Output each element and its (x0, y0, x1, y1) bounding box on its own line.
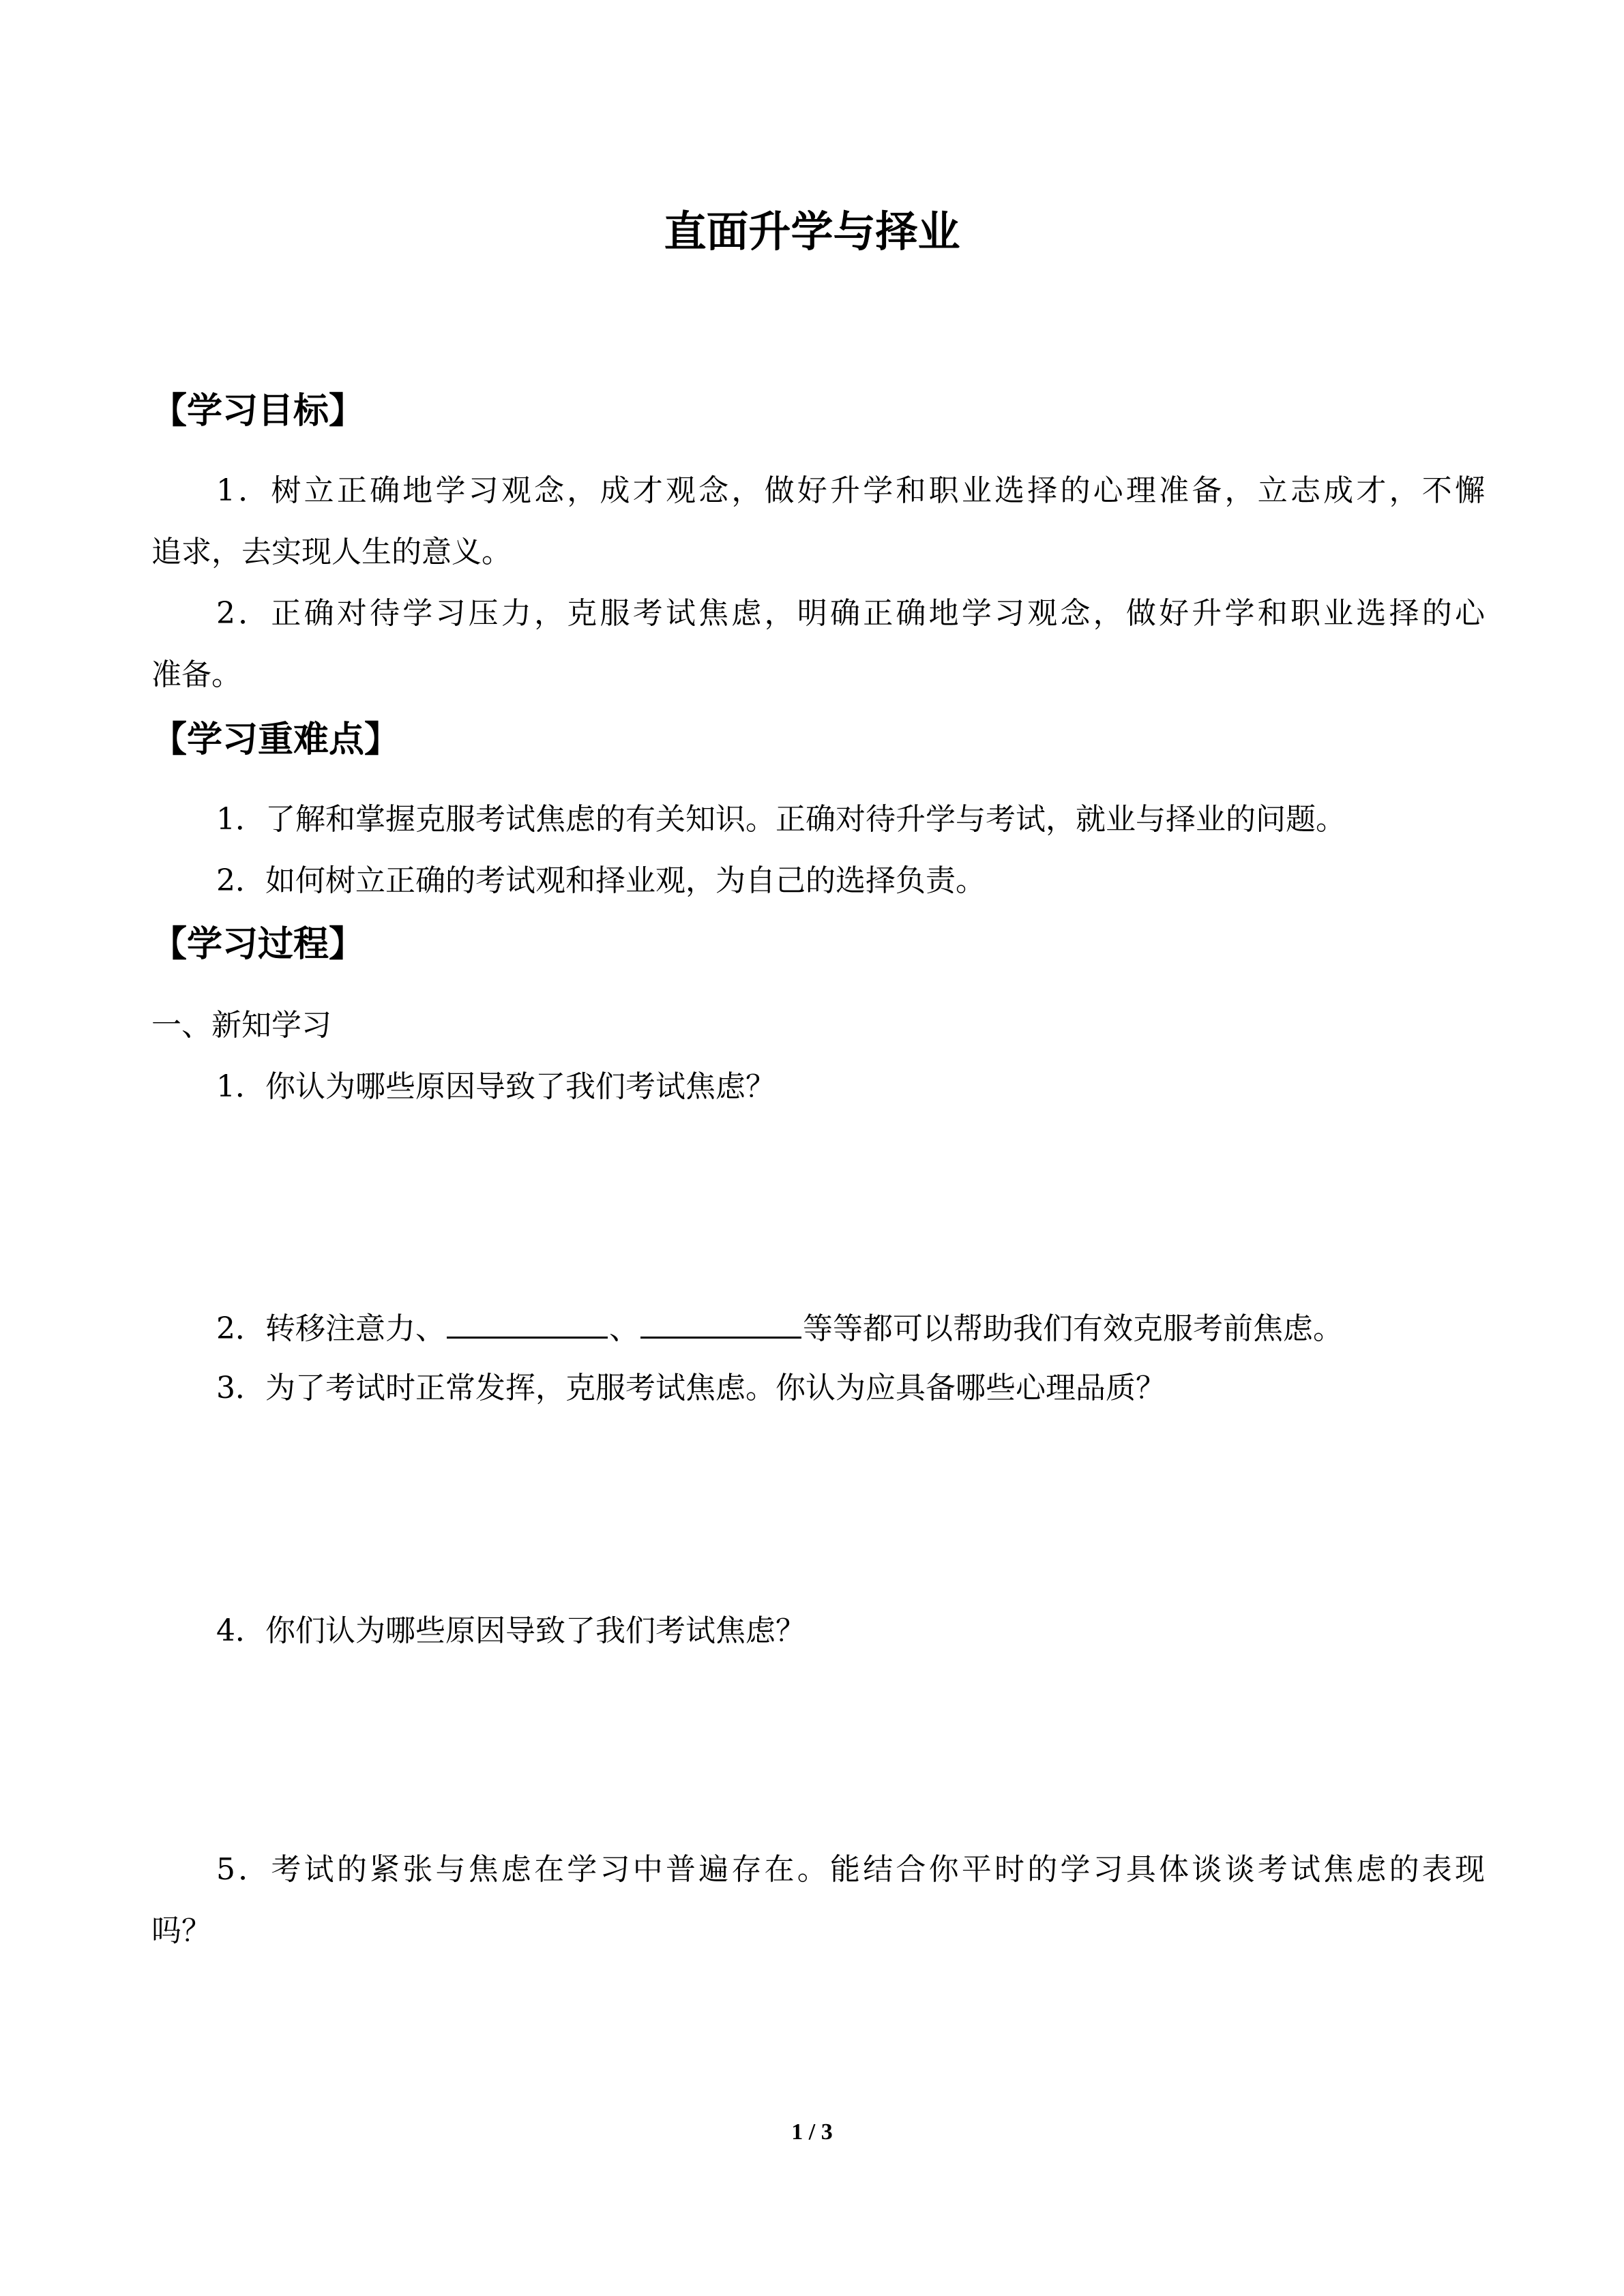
question-2-text-end: 等等都可以帮助我们有效克服考前焦虑。 (803, 1311, 1343, 1346)
process-subheading: 一、新知学习 (151, 1008, 331, 1043)
fill-in-blank-2[interactable] (640, 1305, 801, 1339)
section-heading-key-points: 【学习重难点】 (151, 719, 400, 760)
page-number: 1 / 3 (791, 2119, 833, 2145)
section-heading-objectives: 【学习目标】 (151, 391, 365, 432)
document-title: 直面升学与择业 (664, 207, 960, 256)
objective-2-line-2: 准备。 (151, 657, 241, 692)
question-2 (216, 1305, 1343, 1350)
key-point-2: 2．如何树立正确的考试观和择业观，为自己的选择负责。 (216, 863, 986, 898)
question-2-separator: 、 (609, 1311, 639, 1346)
question-2-text-start: 2．转移注意力、 (216, 1311, 445, 1346)
question-1: 1．你认为哪些原因导致了我们考试焦虑？ (216, 1069, 776, 1104)
question-4: 4．你们认为哪些原因导致了我们考试焦虑？ (216, 1613, 806, 1648)
objective-1-line-2: 追求，去实现人生的意义。 (151, 535, 512, 569)
question-5-line-2: 吗？ (151, 1913, 211, 1948)
objective-1-line-1: 1．树立正确地学习观念，成才观念，做好升学和职业选择的心理准备，立志成才，不懈 (216, 473, 1485, 508)
objective-2-line-1: 2．正确对待学习压力，克服考试焦虑，明确正确地学习观念，做好升学和职业选择的心 (216, 596, 1485, 631)
question-5-line-1: 5．考试的紧张与焦虑在学习中普遍存在。能结合你平时的学习具体谈谈考试焦虑的表现 (216, 1852, 1485, 1887)
key-point-1: 1．了解和掌握克服考试焦虑的有关知识。正确对待升学与考试，就业与择业的问题。 (216, 802, 1346, 837)
question-3: 3．为了考试时正常发挥，克服考试焦虑。你认为应具备哪些心理品质？ (216, 1371, 1166, 1405)
section-heading-process: 【学习过程】 (151, 924, 365, 965)
fill-in-blank-1[interactable] (447, 1305, 608, 1339)
